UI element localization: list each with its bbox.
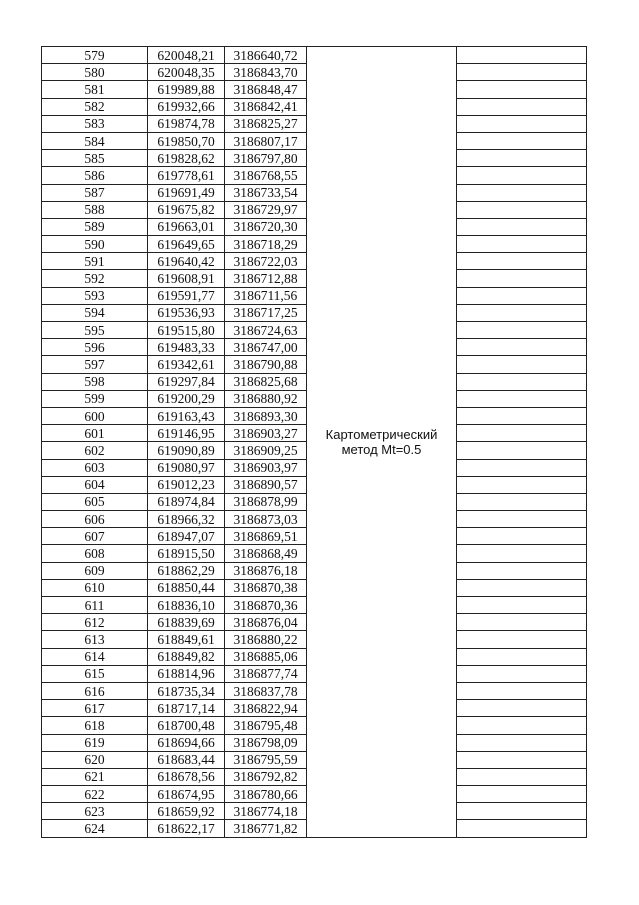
y-coordinate-cell: 3186878,99 bbox=[225, 493, 307, 510]
point-number-cell: 587 bbox=[42, 184, 148, 201]
note-cell bbox=[457, 528, 587, 545]
note-cell bbox=[457, 648, 587, 665]
point-number-cell: 581 bbox=[42, 81, 148, 98]
point-number-cell: 605 bbox=[42, 493, 148, 510]
y-coordinate-cell: 3186880,92 bbox=[225, 390, 307, 407]
x-coordinate-cell: 619663,01 bbox=[148, 218, 225, 235]
y-coordinate-cell: 3186792,82 bbox=[225, 768, 307, 785]
x-coordinate-cell: 618674,95 bbox=[148, 786, 225, 803]
note-cell bbox=[457, 115, 587, 132]
y-coordinate-cell: 3186876,18 bbox=[225, 562, 307, 579]
note-cell bbox=[457, 150, 587, 167]
point-number-cell: 619 bbox=[42, 734, 148, 751]
note-cell bbox=[457, 184, 587, 201]
x-coordinate-cell: 618683,44 bbox=[148, 751, 225, 768]
y-coordinate-cell: 3186825,68 bbox=[225, 373, 307, 390]
note-cell bbox=[457, 631, 587, 648]
note-cell bbox=[457, 253, 587, 270]
y-coordinate-cell: 3186843,70 bbox=[225, 64, 307, 81]
y-coordinate-cell: 3186712,88 bbox=[225, 270, 307, 287]
y-coordinate-cell: 3186717,25 bbox=[225, 304, 307, 321]
note-cell bbox=[457, 459, 587, 476]
x-coordinate-cell: 619691,49 bbox=[148, 184, 225, 201]
note-cell bbox=[457, 356, 587, 373]
note-cell bbox=[457, 562, 587, 579]
point-number-cell: 620 bbox=[42, 751, 148, 768]
point-number-cell: 618 bbox=[42, 717, 148, 734]
point-number-cell: 602 bbox=[42, 442, 148, 459]
point-number-cell: 585 bbox=[42, 150, 148, 167]
x-coordinate-cell: 619483,33 bbox=[148, 339, 225, 356]
y-coordinate-cell: 3186795,48 bbox=[225, 717, 307, 734]
x-coordinate-cell: 618849,61 bbox=[148, 631, 225, 648]
y-coordinate-cell: 3186842,41 bbox=[225, 98, 307, 115]
point-number-cell: 588 bbox=[42, 201, 148, 218]
point-number-cell: 607 bbox=[42, 528, 148, 545]
x-coordinate-cell: 619080,97 bbox=[148, 459, 225, 476]
x-coordinate-cell: 619608,91 bbox=[148, 270, 225, 287]
point-number-cell: 609 bbox=[42, 562, 148, 579]
note-cell bbox=[457, 751, 587, 768]
point-number-cell: 611 bbox=[42, 597, 148, 614]
x-coordinate-cell: 619828,62 bbox=[148, 150, 225, 167]
y-coordinate-cell: 3186768,55 bbox=[225, 167, 307, 184]
point-number-cell: 586 bbox=[42, 167, 148, 184]
coordinates-table-body bbox=[42, 47, 587, 838]
y-coordinate-cell: 3186747,00 bbox=[225, 339, 307, 356]
y-coordinate-cell: 3186893,30 bbox=[225, 407, 307, 424]
x-coordinate-cell: 618862,29 bbox=[148, 562, 225, 579]
y-coordinate-cell: 3186798,09 bbox=[225, 734, 307, 751]
x-coordinate-cell: 619536,93 bbox=[148, 304, 225, 321]
point-number-cell: 595 bbox=[42, 322, 148, 339]
y-coordinate-cell: 3186903,27 bbox=[225, 425, 307, 442]
point-number-cell: 615 bbox=[42, 665, 148, 682]
x-coordinate-cell: 618678,56 bbox=[148, 768, 225, 785]
y-coordinate-cell: 3186848,47 bbox=[225, 81, 307, 98]
point-number-cell: 583 bbox=[42, 115, 148, 132]
point-number-cell: 598 bbox=[42, 373, 148, 390]
note-cell bbox=[457, 700, 587, 717]
x-coordinate-cell: 619090,89 bbox=[148, 442, 225, 459]
x-coordinate-cell: 618974,84 bbox=[148, 493, 225, 510]
point-number-cell: 580 bbox=[42, 64, 148, 81]
y-coordinate-cell: 3186873,03 bbox=[225, 511, 307, 528]
x-coordinate-cell: 618839,69 bbox=[148, 614, 225, 631]
note-cell bbox=[457, 339, 587, 356]
note-cell bbox=[457, 768, 587, 785]
method-line-1: Картометрический bbox=[325, 426, 438, 442]
x-coordinate-cell: 618966,32 bbox=[148, 511, 225, 528]
note-cell bbox=[457, 167, 587, 184]
point-number-cell: 591 bbox=[42, 253, 148, 270]
point-number-cell: 613 bbox=[42, 631, 148, 648]
x-coordinate-cell: 619778,61 bbox=[148, 167, 225, 184]
note-cell bbox=[457, 287, 587, 304]
note-cell bbox=[457, 47, 587, 64]
note-cell bbox=[457, 64, 587, 81]
note-cell bbox=[457, 98, 587, 115]
note-cell bbox=[457, 201, 587, 218]
y-coordinate-cell: 3186797,80 bbox=[225, 150, 307, 167]
note-cell bbox=[457, 407, 587, 424]
note-cell bbox=[457, 665, 587, 682]
point-number-cell: 599 bbox=[42, 390, 148, 407]
note-cell bbox=[457, 734, 587, 751]
point-number-cell: 582 bbox=[42, 98, 148, 115]
point-number-cell: 624 bbox=[42, 820, 148, 837]
x-coordinate-cell: 618915,50 bbox=[148, 545, 225, 562]
y-coordinate-cell: 3186876,04 bbox=[225, 614, 307, 631]
note-cell bbox=[457, 425, 587, 442]
x-coordinate-cell: 618947,07 bbox=[148, 528, 225, 545]
x-coordinate-cell: 619989,88 bbox=[148, 81, 225, 98]
x-coordinate-cell: 619649,65 bbox=[148, 236, 225, 253]
coordinates-table bbox=[41, 46, 587, 838]
y-coordinate-cell: 3186885,06 bbox=[225, 648, 307, 665]
note-cell bbox=[457, 236, 587, 253]
y-coordinate-cell: 3186869,51 bbox=[225, 528, 307, 545]
point-number-cell: 584 bbox=[42, 132, 148, 149]
note-cell bbox=[457, 81, 587, 98]
point-number-cell: 596 bbox=[42, 339, 148, 356]
note-cell bbox=[457, 717, 587, 734]
note-cell bbox=[457, 511, 587, 528]
y-coordinate-cell: 3186909,25 bbox=[225, 442, 307, 459]
note-cell bbox=[457, 132, 587, 149]
note-cell bbox=[457, 682, 587, 699]
y-coordinate-cell: 3186733,54 bbox=[225, 184, 307, 201]
x-coordinate-cell: 618700,48 bbox=[148, 717, 225, 734]
note-cell bbox=[457, 820, 587, 837]
point-number-cell: 590 bbox=[42, 236, 148, 253]
note-cell bbox=[457, 476, 587, 493]
note-cell bbox=[457, 803, 587, 820]
x-coordinate-cell: 619591,77 bbox=[148, 287, 225, 304]
note-cell bbox=[457, 545, 587, 562]
point-number-cell: 622 bbox=[42, 786, 148, 803]
point-number-cell: 623 bbox=[42, 803, 148, 820]
note-cell bbox=[457, 786, 587, 803]
point-number-cell: 600 bbox=[42, 407, 148, 424]
note-cell bbox=[457, 442, 587, 459]
point-number-cell: 589 bbox=[42, 218, 148, 235]
x-coordinate-cell: 619146,95 bbox=[148, 425, 225, 442]
y-coordinate-cell: 3186795,59 bbox=[225, 751, 307, 768]
note-cell bbox=[457, 218, 587, 235]
point-number-cell: 612 bbox=[42, 614, 148, 631]
x-coordinate-cell: 619163,43 bbox=[148, 407, 225, 424]
x-coordinate-cell: 620048,21 bbox=[148, 47, 225, 64]
note-cell bbox=[457, 304, 587, 321]
point-number-cell: 594 bbox=[42, 304, 148, 321]
x-coordinate-cell: 618622,17 bbox=[148, 820, 225, 837]
x-coordinate-cell: 619932,66 bbox=[148, 98, 225, 115]
note-cell bbox=[457, 390, 587, 407]
y-coordinate-cell: 3186868,49 bbox=[225, 545, 307, 562]
x-coordinate-cell: 618850,44 bbox=[148, 579, 225, 596]
x-coordinate-cell: 619342,61 bbox=[148, 356, 225, 373]
x-coordinate-cell: 618659,92 bbox=[148, 803, 225, 820]
point-number-cell: 608 bbox=[42, 545, 148, 562]
x-coordinate-cell: 618717,14 bbox=[148, 700, 225, 717]
y-coordinate-cell: 3186771,82 bbox=[225, 820, 307, 837]
y-coordinate-cell: 3186774,18 bbox=[225, 803, 307, 820]
table-row bbox=[42, 47, 587, 64]
x-coordinate-cell: 619850,70 bbox=[148, 132, 225, 149]
y-coordinate-cell: 3186711,56 bbox=[225, 287, 307, 304]
point-number-cell: 621 bbox=[42, 768, 148, 785]
point-number-cell: 592 bbox=[42, 270, 148, 287]
y-coordinate-cell: 3186825,27 bbox=[225, 115, 307, 132]
method-line-2: метод Mt=0.5 bbox=[341, 441, 422, 457]
point-number-cell: 610 bbox=[42, 579, 148, 596]
x-coordinate-cell: 619640,42 bbox=[148, 253, 225, 270]
point-number-cell: 601 bbox=[42, 425, 148, 442]
note-cell bbox=[457, 373, 587, 390]
y-coordinate-cell: 3186722,03 bbox=[225, 253, 307, 270]
y-coordinate-cell: 3186880,22 bbox=[225, 631, 307, 648]
y-coordinate-cell: 3186877,74 bbox=[225, 665, 307, 682]
note-cell bbox=[457, 614, 587, 631]
y-coordinate-cell: 3186720,30 bbox=[225, 218, 307, 235]
y-coordinate-cell: 3186822,94 bbox=[225, 700, 307, 717]
point-number-cell: 597 bbox=[42, 356, 148, 373]
note-cell bbox=[457, 579, 587, 596]
y-coordinate-cell: 3186870,38 bbox=[225, 579, 307, 596]
y-coordinate-cell: 3186729,97 bbox=[225, 201, 307, 218]
y-coordinate-cell: 3186837,78 bbox=[225, 682, 307, 699]
method-cell bbox=[307, 47, 457, 838]
x-coordinate-cell: 618836,10 bbox=[148, 597, 225, 614]
y-coordinate-cell: 3186870,36 bbox=[225, 597, 307, 614]
x-coordinate-cell: 620048,35 bbox=[148, 64, 225, 81]
x-coordinate-cell: 618849,82 bbox=[148, 648, 225, 665]
x-coordinate-cell: 619012,23 bbox=[148, 476, 225, 493]
point-number-cell: 579 bbox=[42, 47, 148, 64]
point-number-cell: 616 bbox=[42, 682, 148, 699]
y-coordinate-cell: 3186890,57 bbox=[225, 476, 307, 493]
x-coordinate-cell: 619200,29 bbox=[148, 390, 225, 407]
x-coordinate-cell: 618735,34 bbox=[148, 682, 225, 699]
x-coordinate-cell: 618814,96 bbox=[148, 665, 225, 682]
y-coordinate-cell: 3186640,72 bbox=[225, 47, 307, 64]
note-cell bbox=[457, 597, 587, 614]
point-number-cell: 603 bbox=[42, 459, 148, 476]
x-coordinate-cell: 619297,84 bbox=[148, 373, 225, 390]
y-coordinate-cell: 3186807,17 bbox=[225, 132, 307, 149]
point-number-cell: 604 bbox=[42, 476, 148, 493]
note-cell bbox=[457, 270, 587, 287]
note-cell bbox=[457, 322, 587, 339]
point-number-cell: 617 bbox=[42, 700, 148, 717]
point-number-cell: 606 bbox=[42, 511, 148, 528]
y-coordinate-cell: 3186903,97 bbox=[225, 459, 307, 476]
y-coordinate-cell: 3186780,66 bbox=[225, 786, 307, 803]
y-coordinate-cell: 3186790,88 bbox=[225, 356, 307, 373]
x-coordinate-cell: 618694,66 bbox=[148, 734, 225, 751]
point-number-cell: 593 bbox=[42, 287, 148, 304]
point-number-cell: 614 bbox=[42, 648, 148, 665]
y-coordinate-cell: 3186724,63 bbox=[225, 322, 307, 339]
note-cell bbox=[457, 493, 587, 510]
x-coordinate-cell: 619515,80 bbox=[148, 322, 225, 339]
x-coordinate-cell: 619874,78 bbox=[148, 115, 225, 132]
x-coordinate-cell: 619675,82 bbox=[148, 201, 225, 218]
y-coordinate-cell: 3186718,29 bbox=[225, 236, 307, 253]
